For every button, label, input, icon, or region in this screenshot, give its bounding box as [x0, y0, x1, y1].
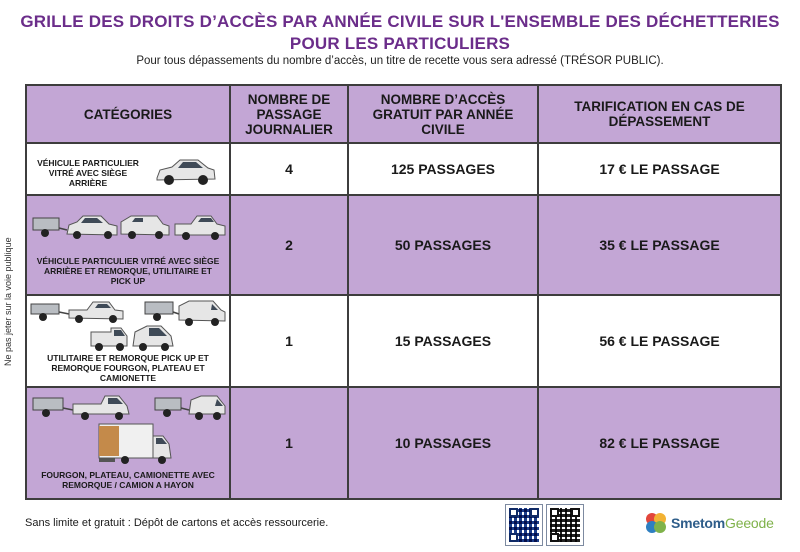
- access-rights-table: [25, 84, 782, 500]
- free-access-cell: 125 PASSAGES: [348, 143, 538, 195]
- qr-code-facebook[interactable]: [505, 504, 543, 546]
- price-cell: 82 € LE PASSAGE: [538, 387, 781, 499]
- vehicle-row-image: [29, 390, 227, 468]
- category-cell: [26, 295, 230, 387]
- vehicle-row-image: [31, 212, 227, 242]
- side-note-text: Ne pas jeter sur la voie publique: [3, 237, 13, 366]
- header-daily-passages: NOMBRE DE PASSAGE JOURNALIER: [230, 85, 348, 143]
- header-categories: CATÉGORIES: [26, 85, 230, 143]
- page-subtitle: Pour tous dépassements du nombre d’accès, un titre de recette vous sera adressé (TRÉSOR PUBLIC).: [136, 55, 664, 67]
- smetom-logo: [645, 510, 774, 536]
- page-title-line2: POUR LES PARTICULIERS: [289, 34, 511, 53]
- daily-passages-cell: 1: [230, 295, 348, 387]
- table-row: [26, 295, 781, 387]
- daily-passages-cell: 1: [230, 387, 348, 499]
- daily-passages-cell: 4: [230, 143, 348, 195]
- qr-code[interactable]: [546, 504, 584, 546]
- table-header-row: [26, 85, 781, 143]
- logo-flower-icon: [645, 512, 667, 534]
- table-row: [26, 143, 781, 195]
- side-note: [2, 230, 16, 370]
- free-access-cell: 50 PASSAGES: [348, 195, 538, 295]
- price-cell: 17 € LE PASSAGE: [538, 143, 781, 195]
- price-cell: 35 € LE PASSAGE: [538, 195, 781, 295]
- car-image: [154, 156, 218, 188]
- free-access-cell: 10 PASSAGES: [348, 387, 538, 499]
- category-label: UTILITAIRE ET REMORQUE PICK UP ET REMORQUE FOURGON, PLATEAU ET CAMIONETTE: [47, 353, 209, 383]
- table-row: [26, 387, 781, 499]
- footer-note: Sans limite et gratuit : Dépôt de cartons et accès ressourcerie.: [25, 517, 329, 529]
- daily-passages-cell: 2: [230, 195, 348, 295]
- category-cell: [26, 195, 230, 295]
- logo-text: SmetomGeeode: [671, 515, 774, 531]
- category-label: VÉHICULE PARTICULIER VITRÉ AVEC SIÈGE ARRIÈRE ET REMORQUE, UTILITAIRE ET PICK UP: [36, 256, 220, 286]
- header-free-access: NOMBRE D’ACCÈS GRATUIT PAR ANNÉE CIVILE: [348, 85, 538, 143]
- table-row: [26, 195, 781, 295]
- category-label: VÉHICULE PARTICULIER VITRÉ AVEC SIÈGE ARRIÈRE: [37, 158, 139, 188]
- category-cell: [26, 387, 230, 499]
- category-cell: [26, 143, 230, 195]
- page-title: GRILLE DES DROITS D’ACCÈS PAR ANNÉE CIVILE SUR L'ENSEMBLE DES DÉCHETTERIES: [20, 12, 780, 31]
- header-pricing: TARIFICATION EN CAS DE DÉPASSEMENT: [538, 85, 781, 143]
- category-label: FOURGON, PLATEAU, CAMIONETTE AVEC REMORQUE / CAMION A HAYON: [41, 470, 215, 490]
- price-cell: 56 € LE PASSAGE: [538, 295, 781, 387]
- free-access-cell: 15 PASSAGES: [348, 295, 538, 387]
- vehicle-row-image: [29, 298, 227, 352]
